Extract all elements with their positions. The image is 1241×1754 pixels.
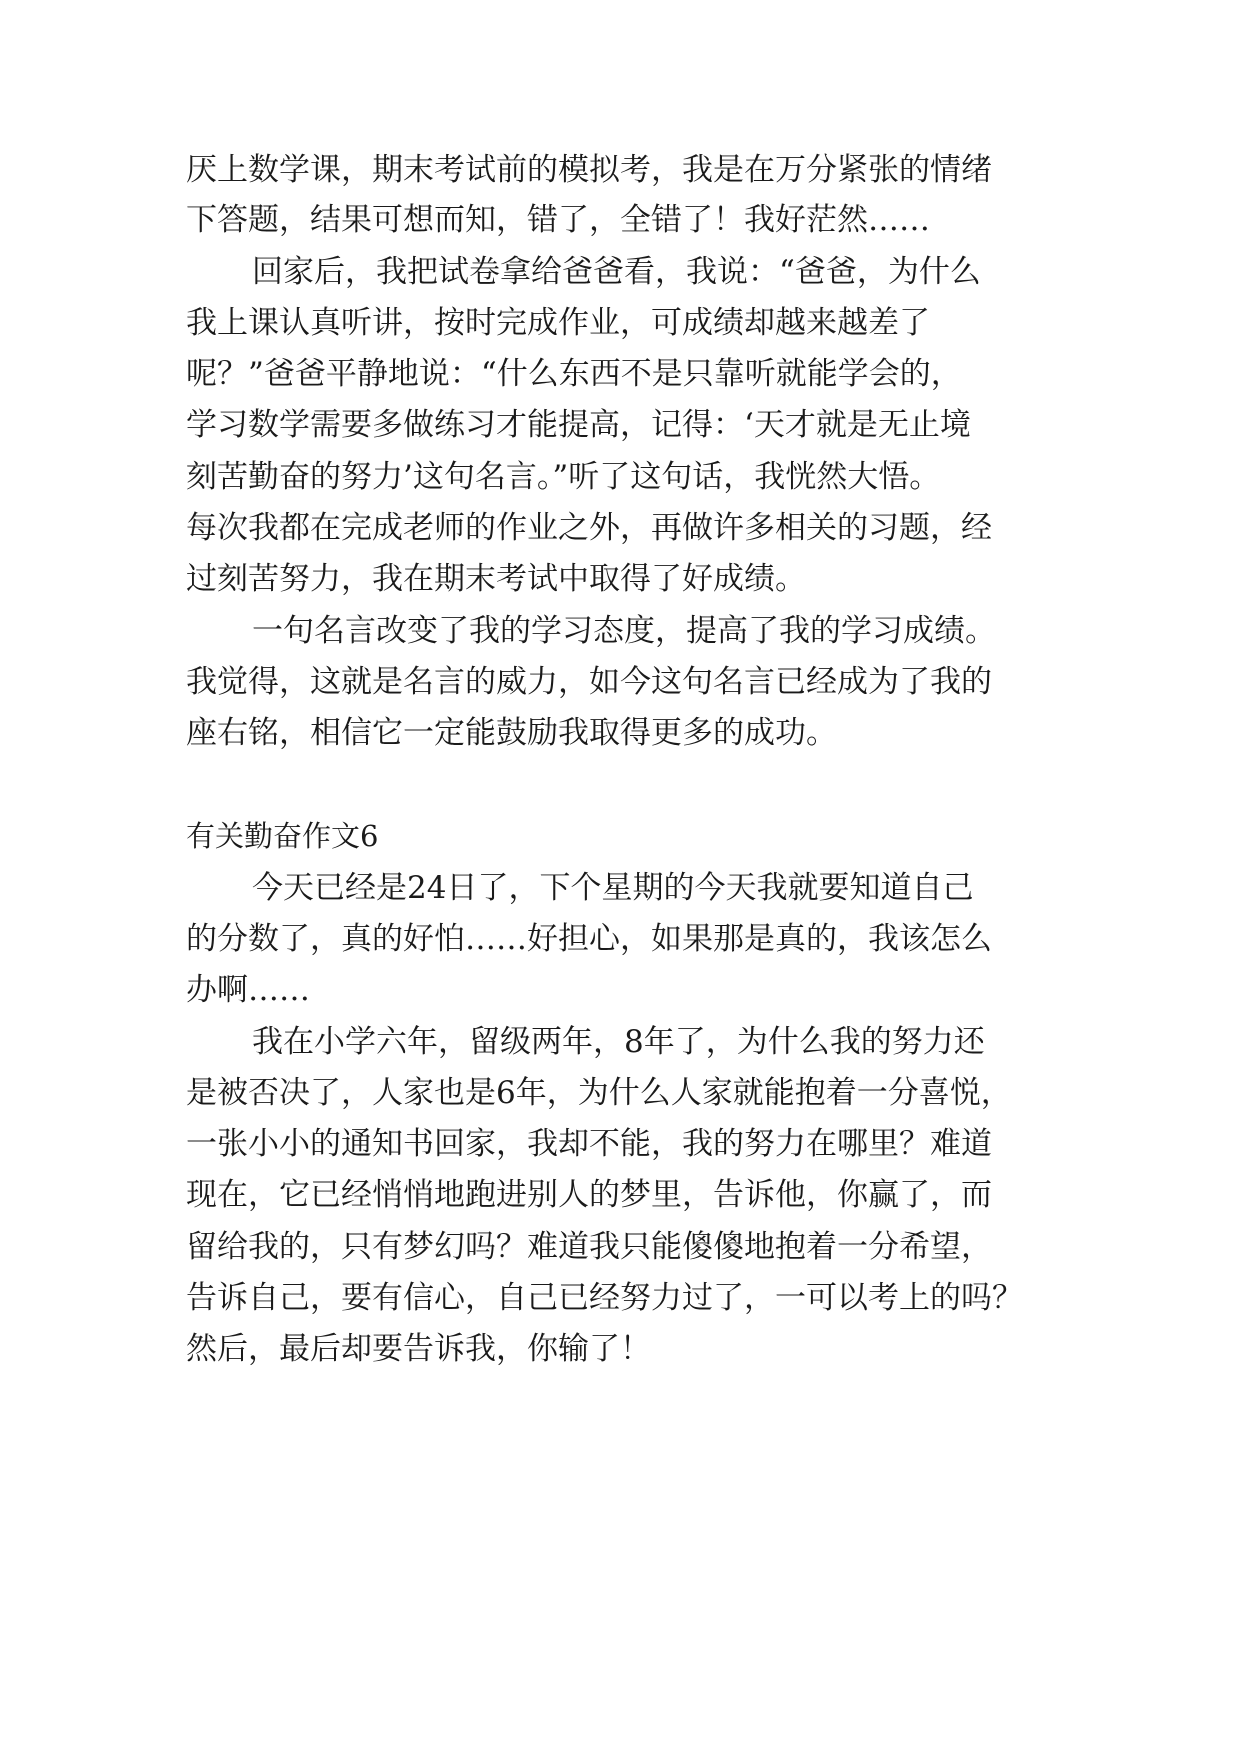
- paragraph-line: 一句名言改变了我的学习态度，提高了我的学习成绩。: [252, 613, 996, 649]
- paragraph-line: 告诉自己，要有信心，自己已经努力过了，一可以考上的吗？: [186, 1280, 1023, 1316]
- paragraph-line: 刻苦勤奋的努力’这句名言。”听了这句话，我恍然大悟。: [186, 459, 941, 495]
- paragraph-line: 厌上数学课，期末考试前的模拟考，我是在万分紧张的情绪: [186, 152, 992, 188]
- paragraph-line: 的分数了，真的好怕……好担心，如果那是真的，我该怎么: [186, 921, 992, 957]
- paragraph-line: 然后，最后却要告诉我，你输了！: [186, 1331, 651, 1367]
- paragraph-line: 呢？”爸爸平静地说：“什么东西不是只靠听就能学会的，: [186, 356, 962, 392]
- paragraph-line: 我觉得，这就是名言的威力，如今这句名言已经成为了我的: [186, 664, 992, 700]
- paragraph-line: 一张小小的通知书回家，我却不能，我的努力在哪里？难道: [186, 1126, 992, 1162]
- paragraph-line: 今天已经是24日了，下个星期的今天我就要知道自己: [252, 870, 974, 906]
- paragraph-line: 是被否决了，人家也是6年，为什么人家就能抱着一分喜悦，: [186, 1075, 1012, 1111]
- paragraph-line: 我上课认真听讲，按时完成作业，可成绩却越来越差了: [186, 305, 930, 341]
- section-heading: 有关勤奋作文6: [186, 819, 379, 853]
- paragraph-line: 我在小学六年，留级两年，8年了，为什么我的努力还: [252, 1024, 985, 1060]
- paragraph-line: 下答题，结果可想而知，错了，全错了！我好茫然……: [186, 202, 930, 238]
- paragraph-line: 每次我都在完成老师的作业之外，再做许多相关的习题，经: [186, 510, 992, 546]
- paragraph-line: 座右铭，相信它一定能鼓励我取得更多的成功。: [186, 715, 837, 751]
- paragraph-line: 留给我的，只有梦幻吗？难道我只能傻傻地抱着一分希望，: [186, 1229, 992, 1265]
- paragraph-line: 学习数学需要多做练习才能提高，记得：‘天才就是无止境: [186, 407, 971, 443]
- paragraph-line: 现在，它已经悄悄地跑进别人的梦里，告诉他，你赢了，而: [186, 1177, 992, 1213]
- paragraph-line: 过刻苦努力，我在期末考试中取得了好成绩。: [186, 561, 806, 597]
- paragraph-line: 办啊……: [186, 972, 310, 1008]
- paragraph-line: 回家后，我把试卷拿给爸爸看，我说：“爸爸，为什么: [252, 254, 981, 290]
